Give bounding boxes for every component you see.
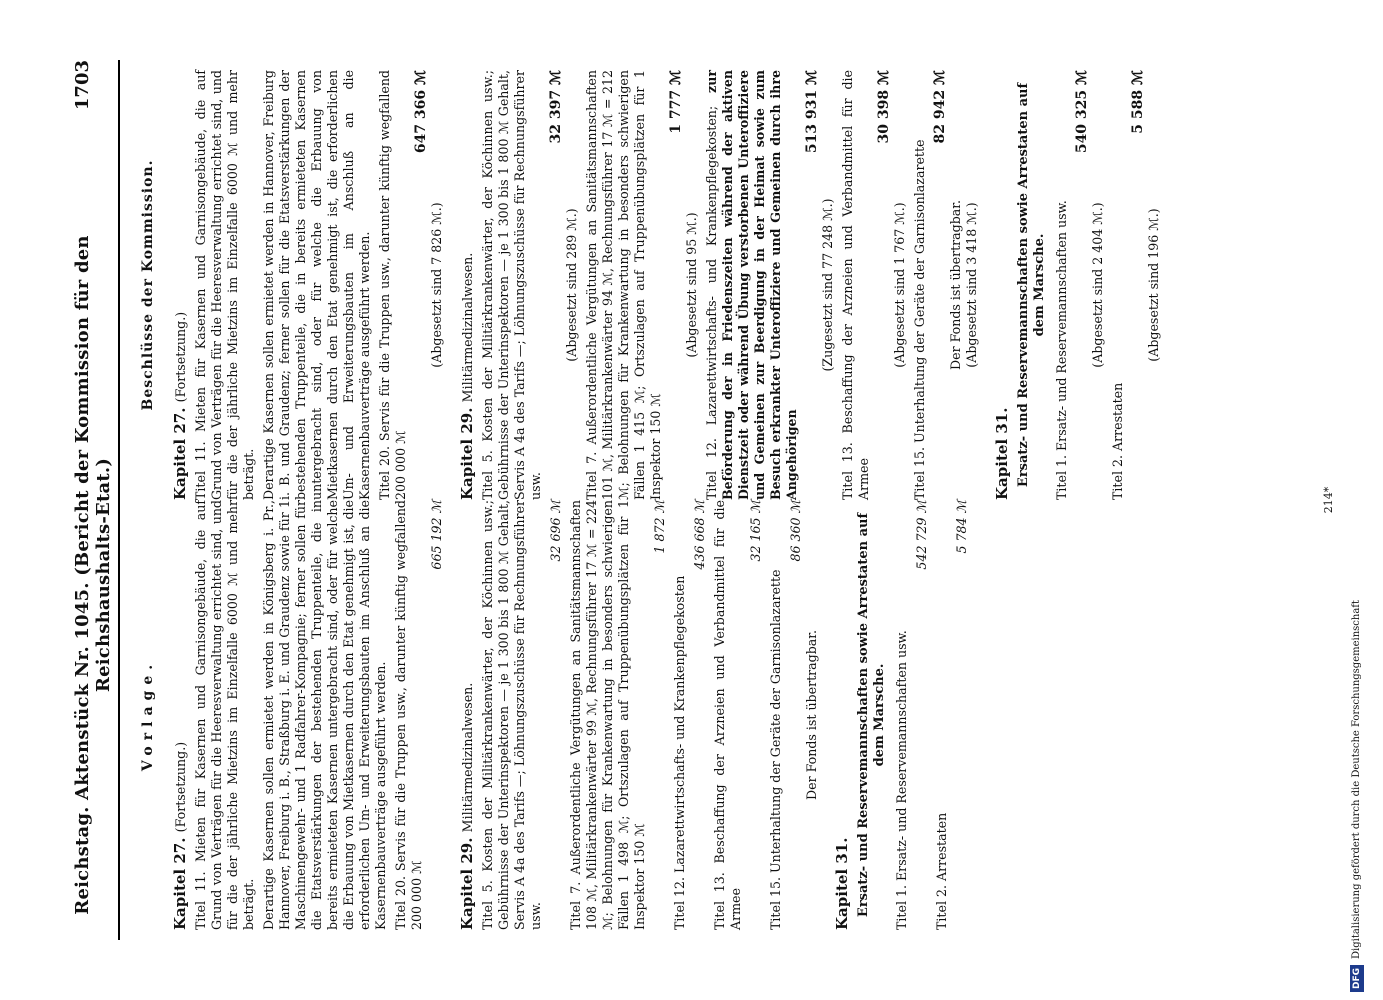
titel-7: Titel 7. Außerordentliche Vergütungen an Sanitätsmannschaften 101 ℳ, Militärkrankenwärter 94 ℳ, Rechnungsführer 17 ℳ = 212 ℳ; Belohnungen für Krankenwartung in besonders schwierigen Fällen 1 415 ℳ; Ortszulagen auf Truppenübungsplätzen für 1 Inspektor 150 ℳ (584, 70, 663, 500)
titel-15-amount: 82 942 ℳ (932, 70, 948, 144)
k31-titel-1: Titel 1. Ersatz- und Reservemannschaften usw. (894, 630, 909, 930)
chapter-subtitle: Ersatz- und Reservemannschaften sowie Arrestaten auf dem Marsche. (1016, 82, 1047, 488)
titel-20: Titel 20. Servis für die Truppen usw., darunter künftig wegfallend 200 000 ℳ (377, 70, 408, 500)
digitization-text: Digitalisierung gefördert durch die Deutsche Forschungsgemeinschaft (1351, 599, 1362, 959)
titel-20-amount: 665 192 ℳ (429, 500, 444, 570)
chapter-heading: Kapitel 29. Militärmedizinalwesen. (458, 682, 476, 930)
column-beschluesse (140, 70, 1162, 500)
k31-titel-1-amount: 540 325 ℳ (1074, 70, 1090, 154)
titel-11: Titel 11. Mieten für Kasernen und Garnisongebäude, die auf Grund von Verträgen für die Heeresverwaltung errichtet sind, und für die der jährliche Mietzins im Einzelfalle 6000 ℳ und mehr beträgt. (193, 500, 256, 930)
k31-titel-2-amount: 5 588 ℳ (1130, 70, 1146, 134)
titel-15-amount: 86 360 ℳ (788, 500, 803, 562)
titel-13-note: (Abgesetzt sind 1 767 ℳ.) (892, 202, 907, 368)
dfg-logo: DFG (1350, 965, 1364, 992)
titel-7-amount: 1 777 ℳ (668, 70, 684, 134)
page-title: Reichstag. Aktenstück Nr. 1045. (Bericht der Kommission für den Reichshaushalts-Etat.) (72, 235, 114, 915)
titel-5-note: (Abgesetzt sind 289 ℳ.) (564, 208, 579, 362)
digitization-credit (1345, 0, 1369, 1000)
titel-20: Titel 20. Servis für die Truppen usw., darunter künftig wegfallend 200 000 ℳ (393, 500, 424, 930)
titel-13: Titel 13. Beschaffung der Arzneien und Verbandmittel für die Armee (712, 500, 743, 930)
k31-titel-2: Titel 2. Arrestaten (934, 812, 949, 930)
titel-13-amount: 30 398 ℳ (876, 70, 892, 144)
titel-13-amount: 32 165 ℳ (748, 500, 763, 562)
titel-12-amount: 436 668 ℳ (692, 500, 707, 570)
k31-titel-1: Titel 1. Ersatz- und Reservemannschaften usw. (1054, 200, 1069, 500)
signature-mark: 214* (1322, 486, 1335, 514)
page-number: 1703 (72, 60, 93, 111)
titel-13: Titel 13. Beschaffung der Arzneien und Verbandmittel für die Armee (840, 70, 871, 500)
chapter-heading: Kapitel 27. (Fortsetzung.) (171, 741, 189, 930)
k31-titel-2: Titel 2. Arrestaten (1110, 382, 1125, 500)
chapter-heading: Kapitel 29. Militärmedizinalwesen. (458, 252, 476, 500)
titel-5: Titel 5. Kosten der Militärkrankenwärter, der Köchinnen usw.; Gebührnisse der Unterinspektoren — je 1 300 bis 1 800 ℳ Gehalt, Servis A 4a des Tarifs —; Löhnungszuschüsse für Rechnungsführer usw. (480, 70, 543, 500)
column-heading: Beschlüsse der Kommission. (140, 159, 156, 411)
titel-11: Titel 11. Mieten für Kasernen und Garnisongebäude, die auf Grund von Verträgen für die Heeresverwaltung errichtet sind, und für die der jährliche Mietzins im Einzelfalle 6000 ℳ und mehr beträgt. (193, 70, 256, 500)
k31-titel-2-note: (Abgesetzt sind 196 ℳ.) (1146, 208, 1161, 362)
titel-12: Titel 12. Lazarettwirtschafts- und Krankenpflegekosten; zur Beförderung der in Friedenszeiten während der aktiven Dienstzeit oder während Übung verstorbenen Unteroffiziere und Gemeinen zur Beerdigung in der Heimat sowie zum Besuch erkrankter Unteroffiziere und Gemeinen durch ihre Angehörigen (704, 70, 799, 500)
titel-7-amount: 1 872 ℳ (652, 500, 667, 554)
titel-5-amount: 32 397 ℳ (548, 70, 564, 144)
titel-20-note: (Abgesetzt sind 7 826 ℳ.) (429, 202, 444, 368)
titel-5-amount: 32 696 ℳ (548, 500, 563, 562)
k31-titel-1-note: (Abgesetzt sind 2 404 ℳ.) (1090, 202, 1105, 368)
titel-15: Titel 15. Unterhaltung der Geräte der Garnisonlazarette (912, 139, 927, 500)
titel-15: Titel 15. Unterhaltung der Geräte der Garnisonlazarette (768, 569, 783, 930)
chapter-heading: Kapitel 27. (Fortsetzung.) (171, 311, 189, 500)
k31-titel-2-amount: 5 784 ℳ (954, 500, 969, 554)
column-vorlage (140, 500, 970, 930)
titel-12: Titel 12. Lazarettwirtschafts- und Krankenpflegekosten (672, 575, 687, 930)
titel-7-note: (Abgesetzt sind 95 ℳ.) (684, 212, 699, 358)
titel-5: Titel 5. Kosten der Militärkrankenwärter, der Köchinnen usw.; Gebührnisse der Unterinspektoren — je 1 300 bis 1 800 ℳ Gehalt, Servis A 4a des Tarifs —; Löhnungszuschüsse für Rechnungsführer usw. (480, 500, 543, 930)
titel-12-amount: 513 931 ℳ (804, 70, 820, 154)
titel-20-amount: 647 366 ℳ (413, 70, 429, 154)
titel-15-note: Der Fonds ist übertragbar. (948, 200, 963, 370)
chapter-heading: Kapitel 31. (833, 837, 851, 930)
column-heading: Vorlage. (140, 658, 156, 772)
titel-11-detail: Derartige Kasernen sollen ermietet werden in Königsberg i. Pr., Hannover, Freiburg i. B., Straßburg i. E. und Graudenz sowie für 1 Maschinengewehr- und 1 Radfahrer-Kompagnie; ferner sollen für die Etatsverstärkungen der bestehenden Truppenteile, die in bereits ermieteten Kasernen untergebracht sind, oder für welche die Erbauung von Mietkasernen durch den Etat genehmigt ist, die erforderlichen Um- und Erweiterungsbauten im Anschluß an die Kasernenbauverträge ausgeführt werden. (261, 500, 388, 930)
titel-7: Titel 7. Außerordentliche Vergütungen an Sanitätsmannschaften 108 ℳ, Militärkrankenwärter 99 ℳ, Rechnungsführer 17 ℳ = 224 ℳ; Belohnungen für Krankenwartung in besonders schwierigen Fällen 1 498 ℳ; Ortszulagen auf Truppenübungsplätzen für 1 Inspektor 150 ℳ (568, 500, 647, 930)
titel-15-note: Der Fonds ist übertragbar. (804, 630, 819, 800)
titel-11-detail: Derartige Kasernen sollen ermietet werden in Hannover, Freiburg i. B. und Graudenz; ferner sollen für die Etatsverstärkungen der bestehenden Truppenteile, die in bereits ermieteten Kasernen untergebracht sind, oder für welche die Erbauung von Mietkasernen durch den Etat genehmigt ist, die erforderlichen Um- und Erweiterungsbauten im Anschluß an die Kasernenbauverträge ausgeführt werden. (261, 70, 372, 500)
chapter-heading: Kapitel 31. (993, 407, 1011, 500)
chapter-subtitle: Ersatz- und Reservemannschaften sowie Arrestaten auf dem Marsche. (856, 512, 887, 918)
page-header (58, 60, 120, 940)
titel-15-note-2: (Abgesetzt sind 3 418 ℳ.) (964, 202, 979, 368)
titel-12-note: (Zugesetzt sind 77 248 ℳ.) (820, 198, 835, 372)
k31-titel-1-amount: 542 729 ℳ (914, 500, 929, 570)
